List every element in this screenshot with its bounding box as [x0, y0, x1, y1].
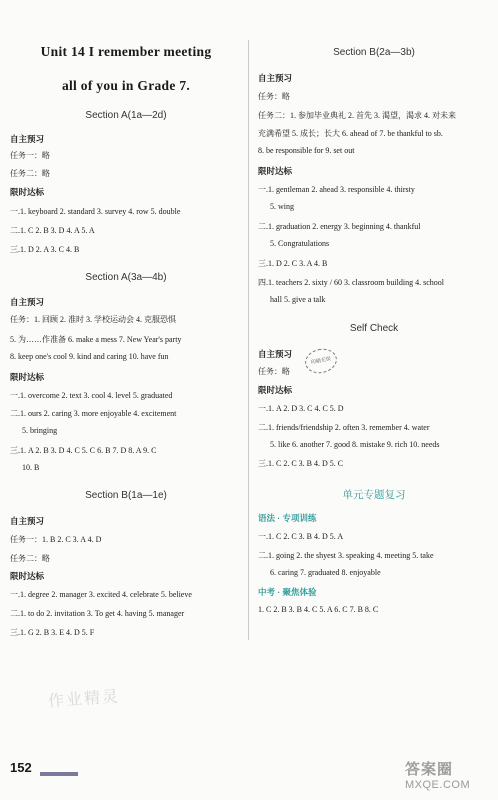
- answer-line: 6. caring 7. graduated 8. enjoyable: [270, 568, 381, 577]
- answer-line: 一.1. A 2. D 3. C 4. C 5. D: [258, 404, 344, 413]
- answer-line: 三.1. A 2. B 3. D 4. C 5. C 6. B 7. D 8. A 9. C: [10, 446, 157, 455]
- answer-line: 一.1. overcome 2. text 3. cool 4. level 5. graduated: [10, 391, 173, 400]
- answer-line: 二.1. going 2. the shyest 3. speaking 4. meeting 5. take: [258, 551, 434, 560]
- grammar-practice-heading: 语法 · 专项训练: [258, 513, 317, 523]
- zizhu-heading: 自主预习: [10, 134, 45, 144]
- zizhu-heading: 自主预习: [258, 349, 293, 359]
- answer-line: 二.1. ours 2. caring 3. more enjoyable 4. excitement: [10, 409, 177, 418]
- answer-line: 8. keep one's cool 9. kind and caring 10. have fun: [10, 352, 169, 361]
- unit-title-line2: all of you in Grade 7.: [61, 78, 191, 93]
- answer-line: 充满希望 5. 成长；长大 6. ahead of 7. be thankful to sb.: [258, 129, 443, 138]
- kesi-heading: 限时达标: [258, 166, 293, 176]
- answer-line: 5. Congratulations: [270, 239, 330, 248]
- watermark-text: 作业精灵: [47, 688, 121, 711]
- unit-review-heading: 单元专题复习: [342, 489, 406, 501]
- answer-line: hall 5. give a talk: [270, 295, 326, 304]
- self-check-heading: Self Check: [349, 323, 399, 334]
- answer-line: 任务二：略: [10, 554, 50, 563]
- page-number-bar: [40, 772, 78, 776]
- answer-line: 任务一：1. B 2. C 3. A 4. D: [10, 535, 102, 544]
- answer-line: 10. B: [22, 463, 40, 472]
- unit-title-line1: Unit 14 I remember meeting: [40, 44, 212, 59]
- answer-line: 5. bringing: [22, 426, 58, 435]
- answer-line: 二.1. to do 2. invitation 3. To get 4. having 5. manager: [10, 609, 185, 618]
- answer-line: 5. wing: [270, 202, 294, 211]
- answer-line: 三.1. D 2. C 3. A 4. B: [258, 259, 328, 268]
- answer-line: 5. 为……作准备 6. make a mess 7. New Year's party: [10, 335, 182, 344]
- kesi-heading: 限时达标: [10, 372, 45, 382]
- kesi-heading: 限时达标: [258, 385, 293, 395]
- section-a1-heading: Section A(1a—2d): [85, 110, 167, 121]
- answer-line: 一.1. keyboard 2. standard 3. survey 4. row 5. double: [10, 207, 181, 216]
- section-a2-heading: Section A(3a—4b): [85, 272, 167, 283]
- answer-line: 一.1. degree 2. manager 3. excited 4. celebrate 5. believe: [10, 590, 192, 599]
- answer-line: 任务：1. 回顾 2. 准时 3. 学校运动会 4. 克服恐惧: [10, 315, 176, 324]
- kesi-heading: 限时达标: [10, 571, 45, 581]
- zizhu-heading: 自主预习: [10, 297, 45, 307]
- answer-line: 8. be responsible for 9. set out: [258, 146, 355, 155]
- answer-line: 一.1. C 2. C 3. B 4. D 5. A: [258, 532, 344, 541]
- answer-line: 四.1. teachers 2. sixty / 60 3. classroom building 4. school: [258, 278, 444, 287]
- answer-line: 二.1. friends/friendship 2. often 3. remember 4. water: [258, 423, 430, 432]
- watermark-logo-line1: 答案圈: [405, 761, 454, 778]
- zizhu-heading: 自主预习: [258, 73, 293, 83]
- answer-line: 任务：略: [258, 367, 290, 376]
- answer-line: 任务：略: [258, 92, 290, 101]
- answer-line: 任务一：略: [10, 151, 50, 160]
- page-number: 152: [10, 760, 32, 775]
- kesi-heading: 限时达标: [10, 187, 45, 197]
- answer-line: 5. like 6. another 7. good 8. mistake 9. rich 10. needs: [270, 440, 440, 449]
- answer-line: 任务二：1. 参加毕业典礼 2. 首先 3. 渴望，渴求 4. 对未来: [258, 111, 456, 120]
- answer-line: 一.1. gentleman 2. ahead 3. responsible 4. thirsty: [258, 185, 415, 194]
- section-b1-heading: Section B(1a—1e): [85, 490, 167, 501]
- watermark-logo: [405, 758, 491, 794]
- watermark-logo-line2: MXQE.COM: [405, 779, 471, 791]
- section-b2-heading: Section B(2a—3b): [333, 47, 415, 58]
- answer-line: 三.1. G 2. B 3. E 4. D 5. F: [10, 628, 95, 637]
- answer-line: 三.1. C 2. C 3. B 4. D 5. C: [258, 459, 344, 468]
- column-divider: [248, 40, 249, 640]
- answer-line: 二.1. C 2. B 3. D 4. A 5. A: [10, 226, 95, 235]
- check-stamp: 印刷无误: [303, 346, 339, 376]
- zhongkao-heading: 中考 · 聚焦体验: [258, 587, 317, 597]
- answer-line: 任务二：略: [10, 169, 50, 178]
- answer-line: 1. C 2. B 3. B 4. C 5. A 6. C 7. B 8. C: [258, 605, 379, 614]
- zizhu-heading: 自主预习: [10, 516, 45, 526]
- answer-line: 三.1. D 2. A 3. C 4. B: [10, 245, 80, 254]
- answer-line: 二.1. graduation 2. energy 3. beginning 4. thankful: [258, 222, 421, 231]
